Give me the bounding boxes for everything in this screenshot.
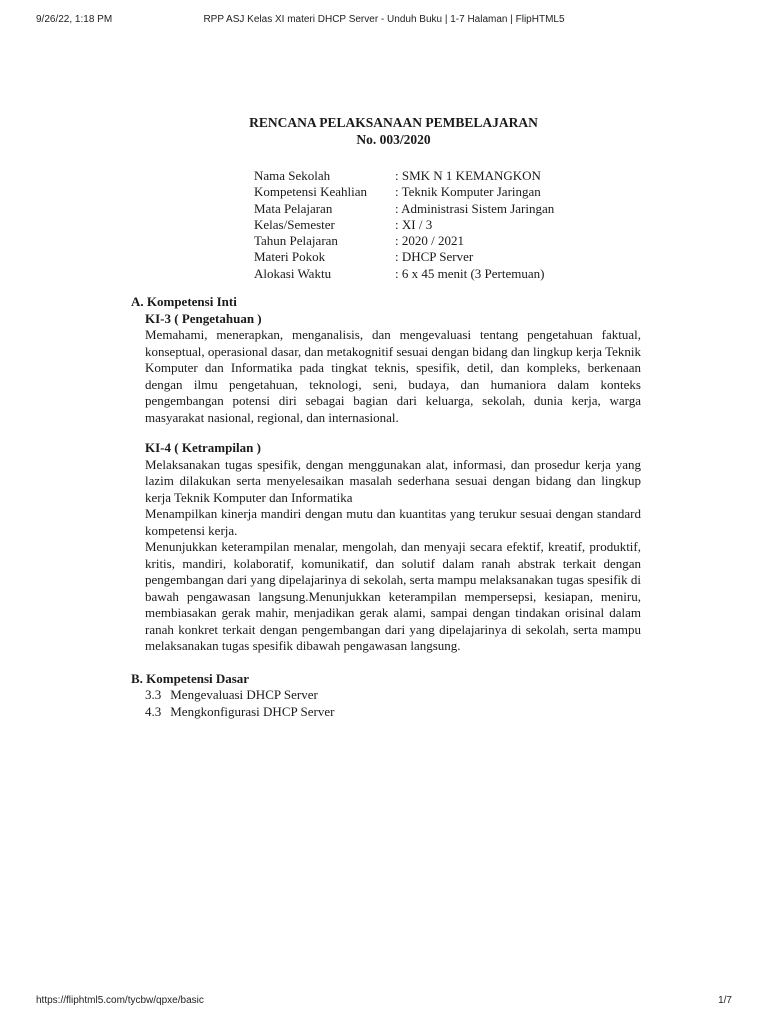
kd-number: 4.3 xyxy=(145,703,162,719)
info-row xyxy=(254,217,641,233)
info-value: : Teknik Komputer Jaringan xyxy=(395,184,541,200)
ki3-text: Memahami, menerapkan, menganalisis, dan mengevaluasi tentang pengetahuan faktual, konseptual, operasional dasar, dan metakognitif sesuai dengan bidang dan lingkup kerja Teknik Komputer dan Informatika pada tingkat teknis, spesifik, detil, dan kompleks, berkenaan dengan ilmu pengetahuan, teknologi, seni, budaya, dan humaniora dalam konteks pengembangan potensi diri sebagai bagian dari keluarga, sekolah, dunia kerja, warga masyarakat nasional, regional, dan internasional. xyxy=(145,327,641,425)
ki4-text-3: Menunjukkan keterampilan menalar, mengolah, dan menyaji secara efektif, kreatif, produktif, kritis, mandiri, kolaboratif, komunikatif, dan solutif dalam ranah abstrak terkait dengan pengembangan dari yang dipelajarinya di sekolah, serta mampu melaksanakan tugas spesifik di bawah pengawasan langsung.Menunjukkan keterampilan mempersepsi, kesiapan, meniru, membiasakan gerak mahir, menjadikan gerak alami, sampai dengan tindakan orisinal dalam ranah konkret terkait dengan pengembangan dari yang dipelajarinya di sekolah, serta mampu melaksanakan tugas spesifik dibawah pengawasan langsung. xyxy=(145,539,642,654)
kd-text: Mengkonfigurasi DHCP Server xyxy=(170,703,335,719)
print-datetime: 9/26/22, 1:18 PM xyxy=(36,14,113,25)
document-title: RENCANA PELAKSANAAN PEMBELAJARAN xyxy=(249,115,538,130)
info-label: Mata Pelajaran xyxy=(254,200,333,216)
section-a-heading: A. Kompetensi Inti xyxy=(131,294,237,310)
list-item xyxy=(145,687,641,704)
ki4-text-2: Menampilkan kinerja mandiri dengan mutu dan kuantitas yang terukur sesuai dengan standard kompetensi kerja. xyxy=(145,506,641,538)
info-label: Kelas/Semester xyxy=(254,216,335,232)
document-page xyxy=(131,114,641,720)
info-row xyxy=(254,249,641,265)
info-row xyxy=(254,168,641,184)
info-label: Tahun Pelajaran xyxy=(254,233,338,249)
ki3-heading: KI-3 ( Pengetahuan ) xyxy=(145,310,262,326)
info-label: Materi Pokok xyxy=(254,249,326,265)
info-value: : XI / 3 xyxy=(395,216,433,232)
ki4-text-1: Melaksanakan tugas spesifik, dengan menggunakan alat, informasi, dan prosedur kerja yang lazim dilakukan serta menyelesaikan masalah sederhana sesuai dengan bidang dan lingkup kerja Teknik Komputer dan Informatika xyxy=(145,456,641,505)
info-row xyxy=(254,266,641,282)
section-b-heading: B. Kompetensi Dasar xyxy=(131,670,250,686)
info-value: : 6 x 45 menit (3 Pertemuan) xyxy=(395,265,545,281)
print-page-number: 1/7 xyxy=(718,995,732,1006)
info-row xyxy=(254,233,641,249)
info-row xyxy=(254,201,641,217)
kd-number: 3.3 xyxy=(145,687,162,703)
info-label: Alokasi Waktu xyxy=(254,265,332,281)
info-value: : Administrasi Sistem Jaringan xyxy=(395,200,555,216)
print-page-title: RPP ASJ Kelas XI materi DHCP Server - Unduh Buku | 1-7 Halaman | FlipHTML5 xyxy=(203,14,565,25)
info-table xyxy=(254,168,641,282)
info-value: : SMK N 1 KEMANGKON xyxy=(395,168,541,183)
print-url: https://fliphtml5.com/tycbw/qpxe/basic xyxy=(36,995,204,1006)
document-number: No. 003/2020 xyxy=(356,132,431,147)
info-label: Kompetensi Keahlian xyxy=(254,184,367,200)
kd-text: Mengevaluasi DHCP Server xyxy=(170,687,318,703)
info-value: : DHCP Server xyxy=(395,249,474,265)
info-label: Nama Sekolah xyxy=(254,168,331,183)
list-item xyxy=(145,704,641,721)
ki4-heading: KI-4 ( Ketrampilan ) xyxy=(145,440,261,456)
info-value: : 2020 / 2021 xyxy=(395,233,464,249)
info-row xyxy=(254,184,641,200)
